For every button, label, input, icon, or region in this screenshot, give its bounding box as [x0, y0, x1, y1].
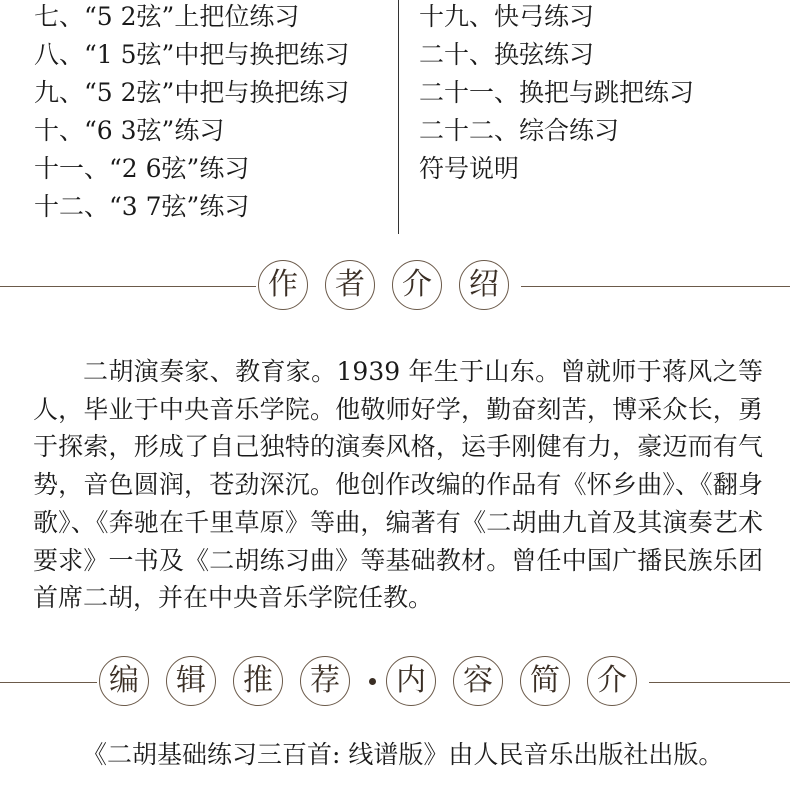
toc-item: 八、“1 5弦”中把与换把练习 [34, 40, 350, 69]
separator-dot-icon [369, 678, 376, 685]
table-of-contents [0, 0, 790, 234]
heading-char: 荐 [300, 656, 350, 706]
recommend-section-header [0, 654, 790, 710]
toc-right-column [419, 0, 694, 188]
author-section-header [0, 258, 790, 314]
toc-left-column [34, 0, 349, 226]
heading-char: 容 [453, 656, 503, 706]
heading-char: 推 [233, 656, 283, 706]
toc-item: 九、“5 2弦”中把与换把练习 [34, 78, 350, 107]
toc-item: 十一、“2 6弦”练习 [34, 154, 250, 183]
heading-char: 简 [520, 656, 570, 706]
heading-char: 者 [325, 260, 375, 310]
toc-column-divider [398, 0, 399, 234]
heading-char: 内 [386, 656, 436, 706]
toc-item: 十、“6 3弦”练习 [34, 116, 225, 145]
toc-item: 十二、“3 7弦”练习 [34, 192, 250, 221]
toc-item: 符号说明 [419, 154, 520, 183]
toc-item: 二十一、换把与跳把练习 [419, 78, 695, 107]
author-bio: 二胡演奏家、教育家。1939 年生于山东。曾就师于蒋风之等人，毕业于中央音乐学院。他敬师好学，勤奋刻苦，博采众长，勇于探索，形成了自己独特的演奏风格，运手刚健有力，豪迈而有气势，音色圆润，苍劲深沉。他创作改编的作品有《怀乡曲》、《翻身歌》、《奔驰在千里草原》等曲，编著有《二胡曲九首及其演奏艺术要求》一书及《二胡练习曲》等基础教材。曾任中国广播民族乐团首席二胡，并在中央音乐学院任教。 [33, 357, 763, 613]
heading-char: 编 [99, 656, 149, 706]
heading-char: 作 [258, 260, 308, 310]
header-rule-right [649, 682, 790, 683]
toc-item: 二十二、综合练习 [419, 116, 620, 145]
header-rule-left [0, 682, 97, 683]
content-summary: 《二胡基础练习三百首: 线谱版》由人民音乐出版社出版。 [82, 740, 724, 769]
toc-item: 二十、换弦练习 [419, 40, 595, 69]
toc-item: 十九、快弓练习 [419, 2, 595, 31]
heading-char: 介 [392, 260, 442, 310]
heading-char: 绍 [459, 260, 509, 310]
header-rule-left [0, 286, 256, 287]
heading-char: 辑 [166, 656, 216, 706]
toc-item: 七、“5 2弦”上把位练习 [34, 2, 300, 31]
heading-char: 介 [587, 656, 637, 706]
header-rule-right [521, 286, 790, 287]
